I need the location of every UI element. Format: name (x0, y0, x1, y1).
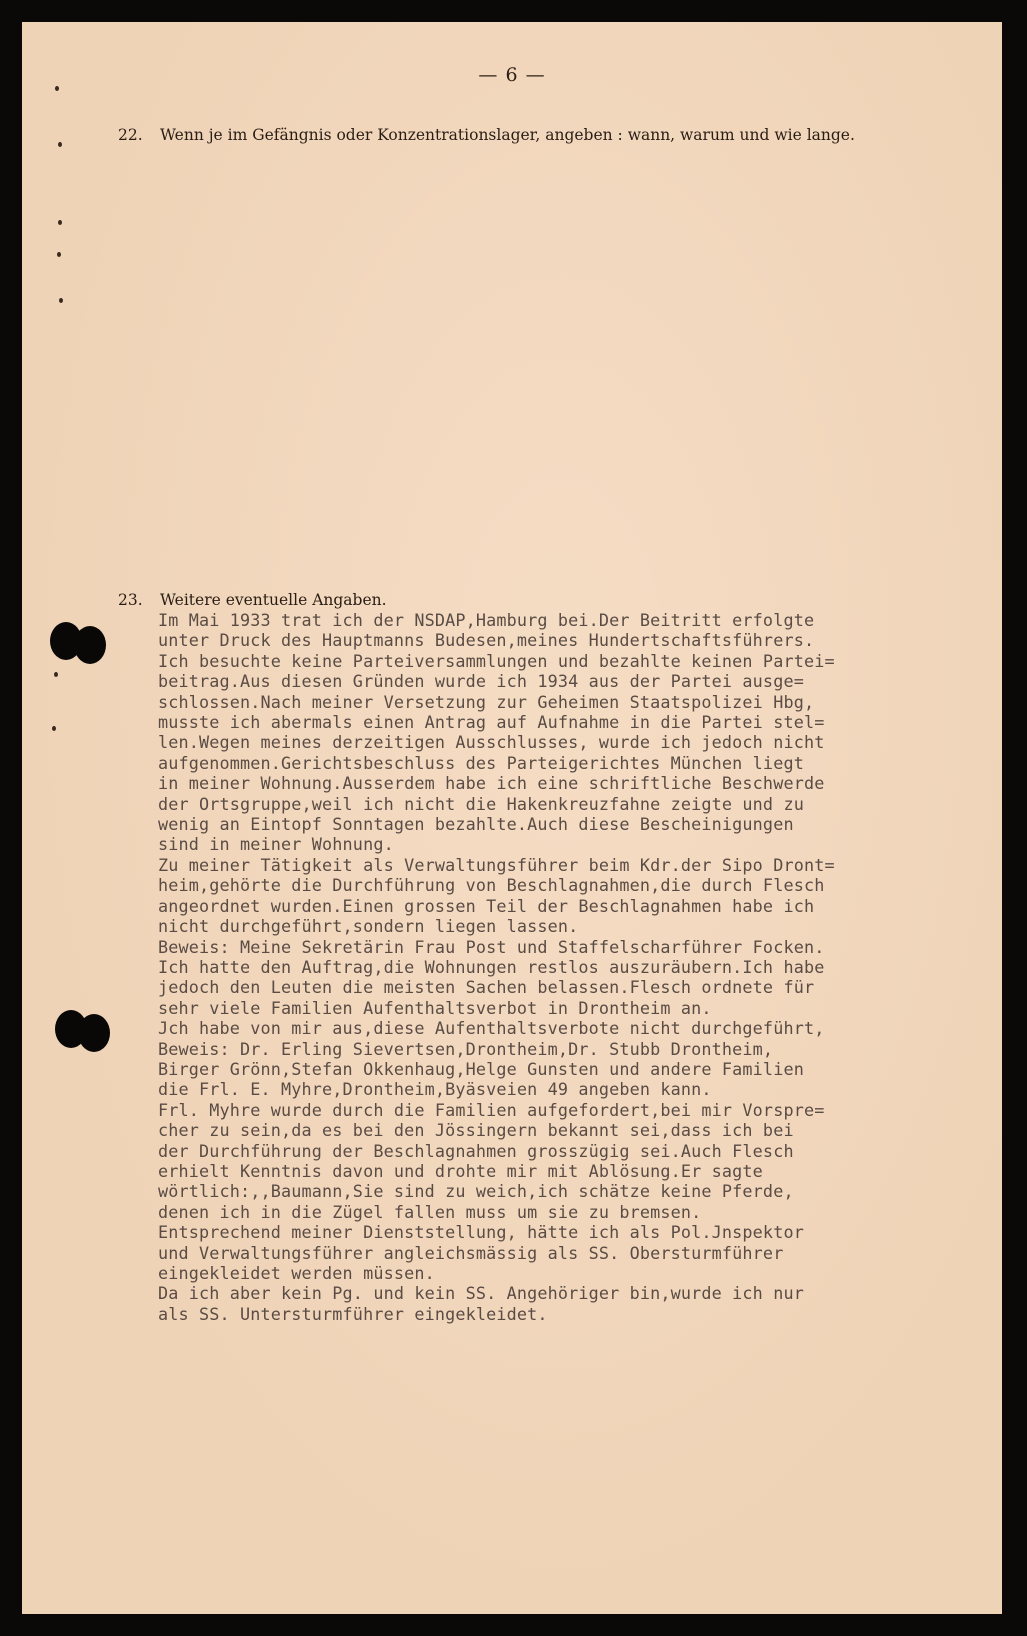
typed-line: sind in meiner Wohnung. (158, 834, 394, 855)
typed-line: jedoch den Leuten die meisten Sachen belassen.Flesch ordnete für (158, 977, 815, 998)
typed-line: und Verwaltungsführer angleichsmässig als SS. Obersturmführer (158, 1242, 784, 1263)
typed-line: Zu meiner Tätigkeit als Verwaltungsführer beim Kdr.der Sipo Dront= (158, 854, 835, 875)
margin-mark (58, 142, 62, 147)
question-22-text: Wenn je im Gefängnis oder Konzentrationslager, angeben : wann, warum und wie lange. (160, 126, 855, 144)
typed-line: musste ich abermals einen Antrag auf Aufnahme in die Partei stel= (158, 712, 825, 733)
margin-mark (52, 726, 56, 731)
question-23-text: Weitere eventuelle Angaben. (160, 591, 387, 609)
typed-line: in meiner Wohnung.Ausserdem habe ich eine schriftliche Beschwerde (158, 773, 825, 794)
typed-line: Entsprechend meiner Dienststellung, hätte ich als Pol.Jnspektor (158, 1222, 804, 1243)
typed-line: Im Mai 1933 trat ich der NSDAP,Hamburg bei.Der Beitritt erfolgte (158, 610, 815, 630)
margin-mark (54, 672, 58, 677)
typed-line: Jch habe von mir aus,diese Aufenthaltsverbote nicht durchgeführt, (158, 1018, 825, 1039)
typed-line: Da ich aber kein Pg. und kein SS. Angehöriger bin,wurde ich nur (158, 1283, 804, 1304)
typed-line: sehr viele Familien Aufenthaltsverbot in Drontheim an. (158, 997, 712, 1018)
question-23-number: 23. (118, 591, 143, 609)
typed-line: schlossen.Nach meiner Versetzung zur Geheimen Staatspolizei Hbg, (158, 691, 815, 712)
typed-answer (158, 610, 988, 1324)
margin-mark (57, 252, 61, 257)
document-page (22, 22, 1002, 1614)
typed-line: eingekleidet werden müssen. (158, 1263, 435, 1283)
typed-line: Birger Grönn,Stefan Okkenhaug,Helge Gunsten und andere Familien (158, 1058, 804, 1079)
margin-mark (58, 220, 62, 225)
typed-line: der Ortsgruppe,weil ich nicht die Hakenkreuzfahne zeigte und zu (158, 793, 804, 814)
punch-hole (74, 626, 106, 664)
typed-line: wenig an Eintopf Sonntagen bezahlte.Auch diese Bescheinigungen (158, 814, 794, 835)
typed-line: angeordnet wurden.Einen grossen Teil der Beschlagnahmen habe ich (158, 895, 815, 916)
typed-line: nicht durchgeführt,sondern liegen lassen. (158, 916, 579, 937)
typed-line: wörtlich:,,Baumann,Sie sind zu weich,ich schätze keine Pferde, (158, 1181, 794, 1202)
typed-line: die Frl. E. Myhre,Drontheim,Byäsveien 49 angeben kann. (158, 1079, 712, 1100)
question-22 (118, 126, 855, 144)
typed-line: Beweis: Meine Sekretärin Frau Post und Staffelscharführer Focken. (158, 936, 825, 957)
typed-line: Beweis: Dr. Erling Sievertsen,Drontheim,Dr. Stubb Drontheim, (158, 1038, 774, 1059)
margin-mark (55, 86, 59, 91)
typed-line: erhielt Kenntnis davon und drohte mir mit Ablösung.Er sagte (158, 1160, 763, 1181)
typed-line: als SS. Untersturmführer eingekleidet. (158, 1303, 548, 1324)
typed-line: len.Wegen meines derzeitigen Ausschlusses, wurde ich jedoch nicht (158, 732, 825, 753)
margin-mark (59, 298, 63, 303)
typed-line: denen ich in die Zügel fallen muss um sie zu bremsen. (158, 1201, 702, 1222)
typed-line: cher zu sein,da es bei den Jössingern bekannt sei,dass ich bei (158, 1120, 794, 1141)
page-number: — 6 — (478, 64, 546, 86)
punch-hole (78, 1014, 110, 1052)
question-22-number: 22. (118, 126, 143, 144)
typed-line: aufgenommen.Gerichtsbeschluss des Parteigerichtes München liegt (158, 752, 804, 773)
typed-line: unter Druck des Hauptmanns Budesen,meines Hundertschaftsführers. (158, 630, 815, 651)
typed-line: beitrag.Aus diesen Gründen wurde ich 1934 aus der Partei ausge= (158, 671, 804, 692)
typed-line: Ich besuchte keine Parteiversammlungen und bezahlte keinen Partei= (158, 650, 835, 671)
typed-line: Ich hatte den Auftrag,die Wohnungen restlos auszuräubern.Ich habe (158, 956, 825, 977)
typed-line: heim,gehörte die Durchführung von Beschlagnahmen,die durch Flesch (158, 875, 825, 896)
question-23 (118, 591, 387, 609)
typed-line: Frl. Myhre wurde durch die Familien aufgefordert,bei mir Vorspre= (158, 1099, 825, 1120)
typed-line: der Durchführung der Beschlagnahmen grosszügig sei.Auch Flesch (158, 1140, 794, 1161)
